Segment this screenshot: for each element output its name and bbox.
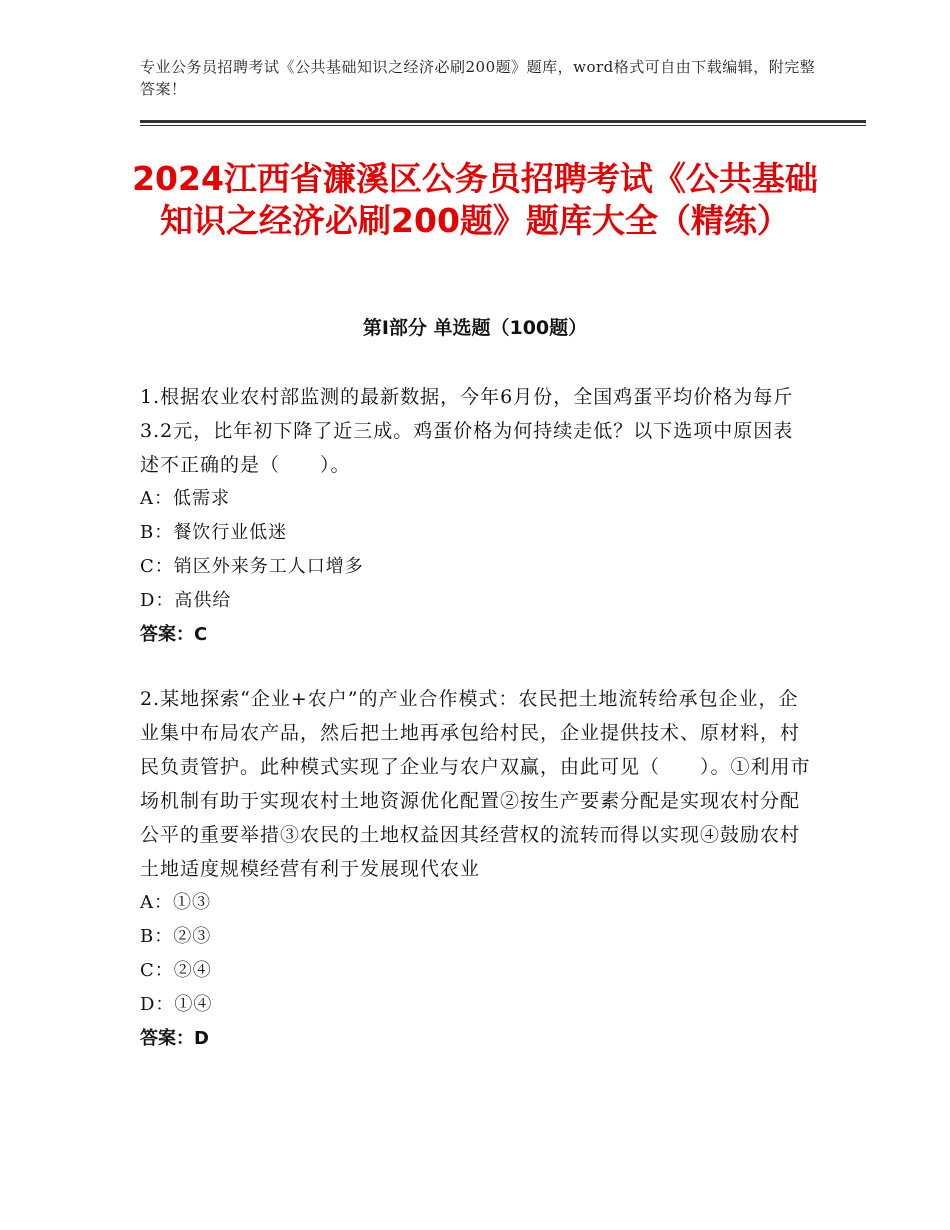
option-a: A：①③ bbox=[140, 892, 211, 913]
question-1 bbox=[140, 380, 812, 652]
section-title: 第Ⅰ部分 单选题（100题） bbox=[362, 317, 588, 339]
document-title: 2024江西省濂溪区公务员招聘考试《公共基础知识之经济必刷200题》题库大全（精练） bbox=[132, 159, 818, 240]
answer: 答案：D bbox=[140, 1028, 209, 1049]
option-b: B：餐饮行业低迷 bbox=[140, 522, 288, 543]
answer: 答案：C bbox=[140, 624, 208, 645]
option-d: D：①④ bbox=[140, 994, 213, 1015]
option-d: D：高供给 bbox=[140, 590, 232, 611]
header-rule-thin bbox=[140, 125, 866, 126]
header-note: 专业公务员招聘考试《公共基础知识之经济必刷200题》题库，word格式可自由下载编辑，附完整答案！ bbox=[140, 58, 816, 98]
option-a: A：低需求 bbox=[140, 488, 230, 509]
header-rule-thick bbox=[140, 120, 866, 123]
question-stem: 2.某地探索“企业+农户”的产业合作模式：农民把土地流转给承包企业，企业集中布局农产品，然后把土地再承包给村民，企业提供技术、原材料，村民负责管护。此种模式实现了企业与农户双赢，由此可见（ ）。①利用市场机制有助于实现农村土地资源优化配置②按生产要素分配是实现农村分配公平的重要举措③农民的土地权益因其经营权的流转而得以实现④鼓励农村土地适度规模经营有利于发展现代农业 bbox=[140, 688, 811, 880]
question-list bbox=[140, 380, 812, 1086]
option-c: C：②④ bbox=[140, 960, 212, 981]
question-stem: 1.根据农业农村部监测的最新数据，今年6月份，全国鸡蛋平均价格为每斤3.2元，比年初下降了近三成。鸡蛋价格为何持续走低？以下选项中原因表述不正确的是（ ）。 bbox=[140, 386, 794, 476]
option-c: C：销区外来务工人口增多 bbox=[140, 556, 364, 577]
question-2 bbox=[140, 682, 812, 1056]
option-b: B：②③ bbox=[140, 926, 212, 947]
